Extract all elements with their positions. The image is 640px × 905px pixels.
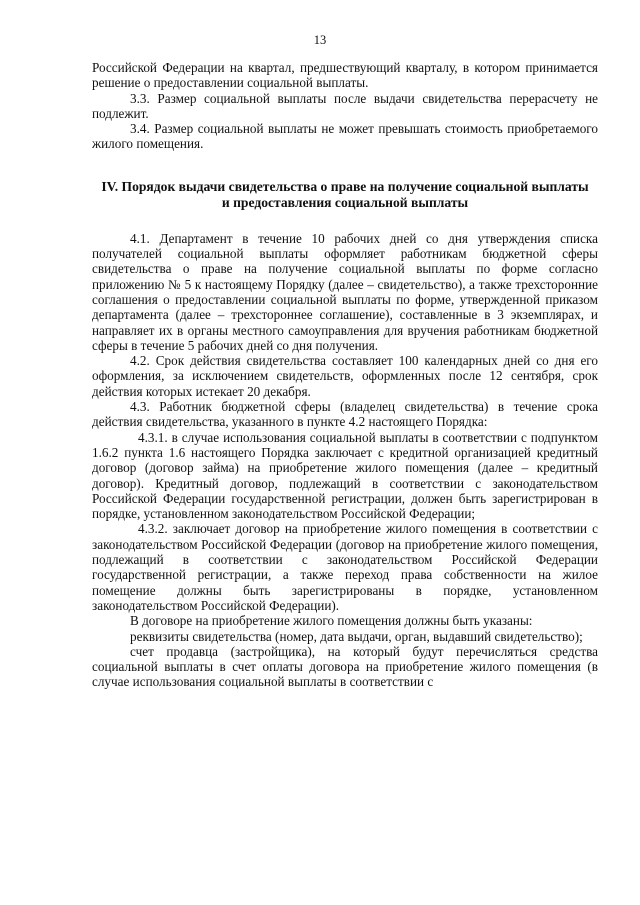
- page-number: 13: [313, 33, 327, 47]
- section-heading: IV. Порядок выдачи свидетельства о праве на получение социальной выплаты и предоставления социальной выплаты: [101, 178, 589, 210]
- paragraph-continuation: Российской Федерации на квартал, предшествующий кварталу, в котором принимается решение о предоставлении социальной выплаты.: [92, 60, 598, 91]
- paragraph-4-3-1: 4.3.1. в случае использования социальной выплаты в соответствии с подпунктом 1.6.2 пункта 1.6 настоящего Порядка заключает с кредитной организацией кредитный договор (договор займа) на приобретение жилого помещения (далее – кредитный договор). Кредитный договор, подлежащий в соответствии с законодательством Российской Федерации государственной регистрации, должен быть зарегистрирован в порядке, установленном законодательством Российской Федерации;: [92, 429, 598, 522]
- document-body: [92, 60, 598, 690]
- paragraph-seller-account: счет продавца (застройщика), на который будут перечисляться средства социальной выплаты в счет оплаты договора на приобретение жилого помещения (в случае использования социальной выплаты в соответствии с: [92, 643, 598, 690]
- paragraph-4-2: 4.2. Срок действия свидетельства составляет 100 календарных дней со дня его оформления, за исключением свидетельств, оформленных после 12 сентября, срок действия которых истекает 20 декабря.: [92, 353, 598, 399]
- paragraph-certificate-details: реквизиты свидетельства (номер, дата выдачи, орган, выдавший свидетельство);: [130, 628, 583, 644]
- paragraph-3-3: 3.3. Размер социальной выплаты после выдачи свидетельства перерасчету не подлежит.: [92, 90, 598, 121]
- paragraph-contract-requirements: В договоре на приобретение жилого помещения должны быть указаны:: [130, 613, 533, 629]
- paragraph-4-1: 4.1. Департамент в течение 10 рабочих дней со дня утверждения списка получателей социальной выплаты оформляет работникам бюджетной сферы свидетельства о праве на получение социальной выплаты по форме согласно приложению № 5 к настоящему Порядку (далее – свидетельство), а также трехсторонние соглашения о предоставлении социальной выплаты по форме, утвержденной приказом департамента (далее – трехстороннее соглашение), составленные в 3 экземплярах, и направляет их в органы местного самоуправления для вручения работникам бюджетной сферы в течение 5 рабочих дней со дня получения.: [92, 230, 598, 353]
- paragraph-3-4: 3.4. Размер социальной выплаты не может превышать стоимость приобретаемого жилого помещения.: [92, 121, 598, 152]
- paragraph-4-3-2: 4.3.2. заключает договор на приобретение жилого помещения в соответствии с законодательством Российской Федерации (договор на приобретение жилого помещения, подлежащий в соответствии с законодательством Российской Федерации государственной регистрации, а также переход права собственности на жилое помещение должны быть зарегистрированы в порядке, установленном законодательством Российской Федерации).: [92, 521, 598, 613]
- paragraph-4-3: 4.3. Работник бюджетной сферы (владелец свидетельства) в течение срока действия свидетельства, указанного в пункте 4.2 настоящего Порядка:: [92, 399, 598, 430]
